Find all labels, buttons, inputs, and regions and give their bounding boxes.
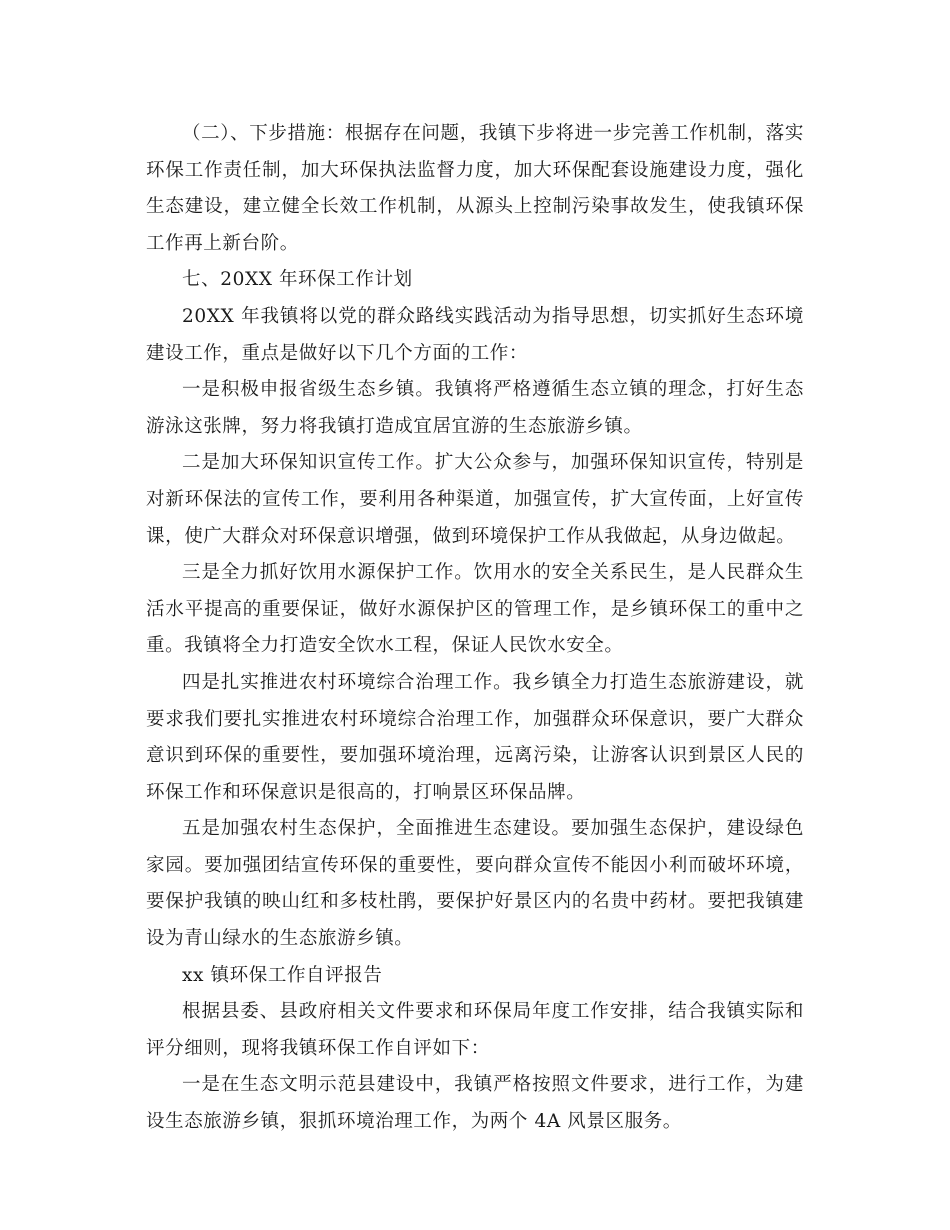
paragraph-item-one: 一是积极申报省级生态乡镇。我镇将严格遵循生态立镇的理念，打好生态游泳这张牌，努力将我镇打造成宜居宜游的生态旅游乡镇。 xyxy=(146,379,804,437)
paragraph-item-four: 四是扎实推进农村环境综合治理工作。我乡镇全力打造生态旅游建设，就要求我们要扎实推进农村环境综合治理工作，加强群众环保意识，要广大群众意识到环保的重要性，要加强环境治理，远离污染，让游客认识到景区人民的环保工作和环保意识是很高的，打响景区环保品牌。 xyxy=(146,671,804,803)
paragraph-item-three: 三是全力抓好饮用水源保护工作。饮用水的安全关系民生，是人民群众生活水平提高的重要保证，做好水源保护区的管理工作，是乡镇环保工的重中之重。我镇将全力打造安全饮水工程，保证人民饮水安全。 xyxy=(146,562,804,657)
paragraph-report-intro: 根据县委、县政府相关文件要求和环保局年度工作安排，结合我镇实际和评分细则，现将我镇环保工作自评如下： xyxy=(146,1001,804,1059)
paragraph-item-two: 二是加大环保知识宣传工作。扩大公众参与，加强环保知识宣传，特别是对新环保法的宣传工作，要利用各种渠道，加强宣传，扩大宣传面，上好宣传课，使广大群众对环保意识增强，做到环境保护工作从我做起，从身边做起。 xyxy=(146,452,804,547)
section-heading-plan: 七、20XX 年环保工作计划 xyxy=(182,269,413,291)
report-title: xx 镇环保工作自评报告 xyxy=(182,964,383,986)
paragraph-next-steps: （二）、下步措施：根据存在问题，我镇下步将进一步完善工作机制，落实环保工作责任制，加大环保执法监督力度，加大环保配套设施建设力度，强化生态建设，建立健全长效工作机制，从源头上控制污染事故发生，使我镇环保工作再上新台阶。 xyxy=(146,123,804,254)
document-body xyxy=(146,116,804,1141)
paragraph-item-five: 五是加强农村生态保护，全面推进生态建设。要加强生态保护，建设绿色家园。要加强团结宣传环保的重要性，要向群众宣传不能因小利而破坏环境，要保护我镇的映山红和多枝杜鹃，要保护好景区内的名贵中药材。要把我镇建设为青山绿水的生态旅游乡镇。 xyxy=(146,818,804,950)
paragraph-plan-intro: 20XX 年我镇将以党的群众路线实践活动为指导思想，切实抓好生态环境建设工作，重点是做好以下几个方面的工作： xyxy=(146,305,804,364)
paragraph-report-item-one: 一是在生态文明示范县建设中，我镇严格按照文件要求，进行工作，为建设生态旅游乡镇，狠抓环境治理工作，为两个 4A 风景区服务。 xyxy=(146,1074,804,1133)
